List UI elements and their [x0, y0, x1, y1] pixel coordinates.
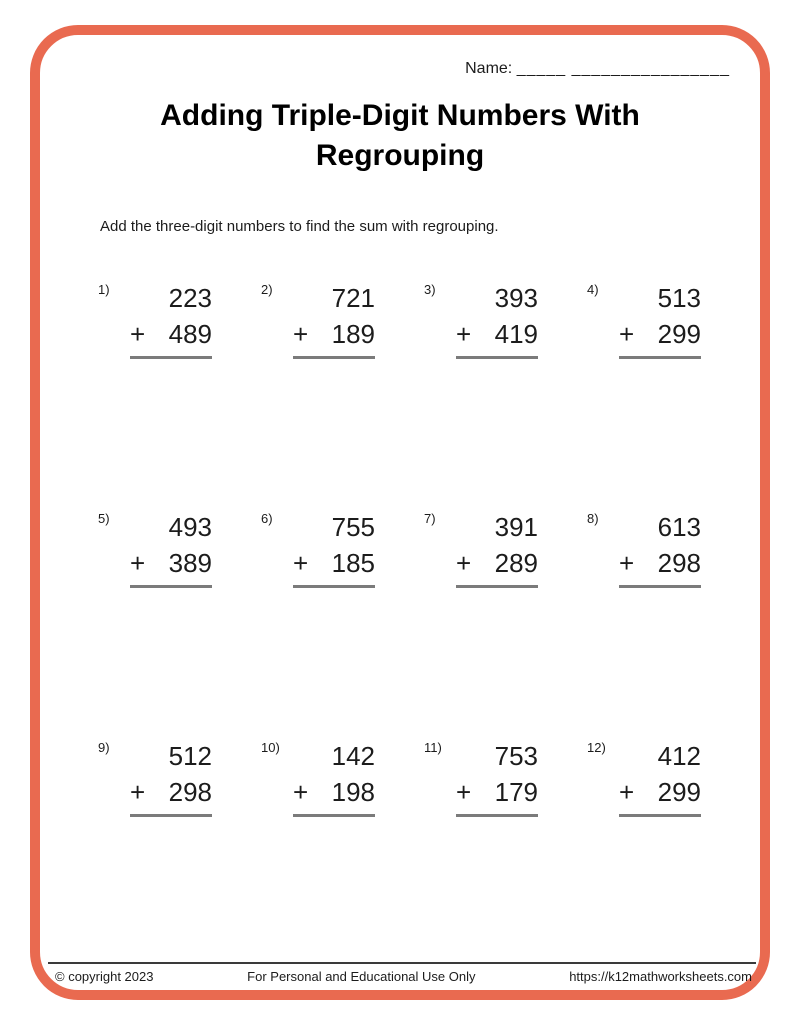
problems-row-3	[98, 738, 750, 817]
addition-row	[619, 774, 701, 810]
answer-line	[456, 814, 538, 817]
addition-row	[456, 316, 538, 352]
addend-1: 753	[494, 741, 538, 771]
problem-body	[130, 738, 212, 817]
addition-row	[619, 316, 701, 352]
website-url: https://k12mathworksheets.com	[569, 969, 752, 984]
addition-row	[130, 316, 212, 352]
addend-1: 142	[331, 741, 375, 771]
problem-number: 3)	[424, 282, 436, 297]
problem-10	[261, 738, 424, 817]
addend-1: 223	[168, 283, 212, 313]
page-title	[0, 96, 800, 176]
page-title-line2: Regrouping	[315, 139, 485, 172]
page-title-line1: Adding Triple-Digit Numbers With	[160, 99, 640, 132]
problem-number: 10)	[261, 740, 280, 755]
plus-operator: +	[130, 777, 146, 807]
answer-line	[293, 814, 375, 817]
addend-2: 299	[657, 319, 701, 349]
plus-operator: +	[130, 548, 146, 578]
addend-1: 513	[657, 283, 701, 313]
addend-1: 721	[331, 283, 375, 313]
answer-line	[130, 814, 212, 817]
problem-8	[587, 509, 750, 588]
plus-operator: +	[456, 548, 472, 578]
problem-number: 7)	[424, 511, 436, 526]
problem-4	[587, 280, 750, 359]
problem-body	[456, 280, 538, 359]
problem-7	[424, 509, 587, 588]
plus-operator: +	[619, 777, 635, 807]
problem-number: 11)	[424, 740, 442, 755]
addend-2: 419	[494, 319, 538, 349]
problem-number: 2)	[261, 282, 273, 297]
addition-row	[619, 545, 701, 581]
problem-body	[293, 509, 375, 588]
answer-line	[456, 356, 538, 359]
plus-operator: +	[130, 319, 146, 349]
problem-2	[261, 280, 424, 359]
problem-body	[619, 280, 701, 359]
answer-line	[456, 585, 538, 588]
name-blank-line: _____ ________________	[516, 60, 730, 77]
addend-1: 391	[494, 512, 538, 542]
problem-number: 6)	[261, 511, 273, 526]
addition-row	[456, 774, 538, 810]
addend-1: 412	[657, 741, 701, 771]
addend-2: 189	[331, 319, 375, 349]
problem-body	[456, 738, 538, 817]
problem-number: 12)	[587, 740, 606, 755]
plus-operator: +	[293, 548, 309, 578]
instruction-text: Add the three-digit numbers to find the sum with regrouping.	[100, 218, 499, 235]
plus-operator: +	[619, 548, 635, 578]
problem-1	[98, 280, 261, 359]
addend-2: 389	[168, 548, 212, 578]
addend-2: 179	[494, 777, 538, 807]
addition-row	[130, 774, 212, 810]
answer-line	[619, 814, 701, 817]
copyright-text: © copyright 2023	[55, 969, 154, 984]
addition-row	[293, 774, 375, 810]
problem-3	[424, 280, 587, 359]
problem-9	[98, 738, 261, 817]
problem-number: 4)	[587, 282, 599, 297]
answer-line	[619, 585, 701, 588]
answer-line	[130, 356, 212, 359]
problem-number: 9)	[98, 740, 110, 755]
problems-grid	[98, 280, 750, 967]
addend-1: 393	[494, 283, 538, 313]
answer-line	[293, 356, 375, 359]
problem-body	[130, 280, 212, 359]
addend-1: 613	[657, 512, 701, 542]
name-label: Name:	[465, 60, 513, 77]
addend-2: 298	[168, 777, 212, 807]
addend-1: 512	[168, 741, 212, 771]
problem-body	[456, 509, 538, 588]
name-row	[0, 60, 730, 78]
problem-6	[261, 509, 424, 588]
answer-line	[130, 585, 212, 588]
addend-2: 185	[331, 548, 375, 578]
plus-operator: +	[619, 319, 635, 349]
addition-row	[293, 545, 375, 581]
problem-number: 8)	[587, 511, 599, 526]
footer-divider	[48, 962, 756, 964]
problem-5	[98, 509, 261, 588]
problem-body	[619, 509, 701, 588]
problem-body	[130, 509, 212, 588]
addition-row	[456, 545, 538, 581]
addend-2: 299	[657, 777, 701, 807]
addend-2: 198	[331, 777, 375, 807]
answer-line	[619, 356, 701, 359]
plus-operator: +	[293, 319, 309, 349]
usage-text: For Personal and Educational Use Only	[247, 969, 476, 984]
problem-11	[424, 738, 587, 817]
addend-2: 289	[494, 548, 538, 578]
plus-operator: +	[456, 777, 472, 807]
problem-number: 1)	[98, 282, 110, 297]
problem-number: 5)	[98, 511, 110, 526]
problem-body	[619, 738, 701, 817]
problem-body	[293, 280, 375, 359]
footer	[55, 969, 752, 984]
problems-row-1	[98, 280, 750, 359]
plus-operator: +	[293, 777, 309, 807]
addition-row	[130, 545, 212, 581]
addend-2: 298	[657, 548, 701, 578]
problem-12	[587, 738, 750, 817]
addition-row	[293, 316, 375, 352]
plus-operator: +	[456, 319, 472, 349]
addend-2: 489	[168, 319, 212, 349]
problems-row-2	[98, 509, 750, 588]
addend-1: 755	[331, 512, 375, 542]
problem-body	[293, 738, 375, 817]
answer-line	[293, 585, 375, 588]
addend-1: 493	[168, 512, 212, 542]
